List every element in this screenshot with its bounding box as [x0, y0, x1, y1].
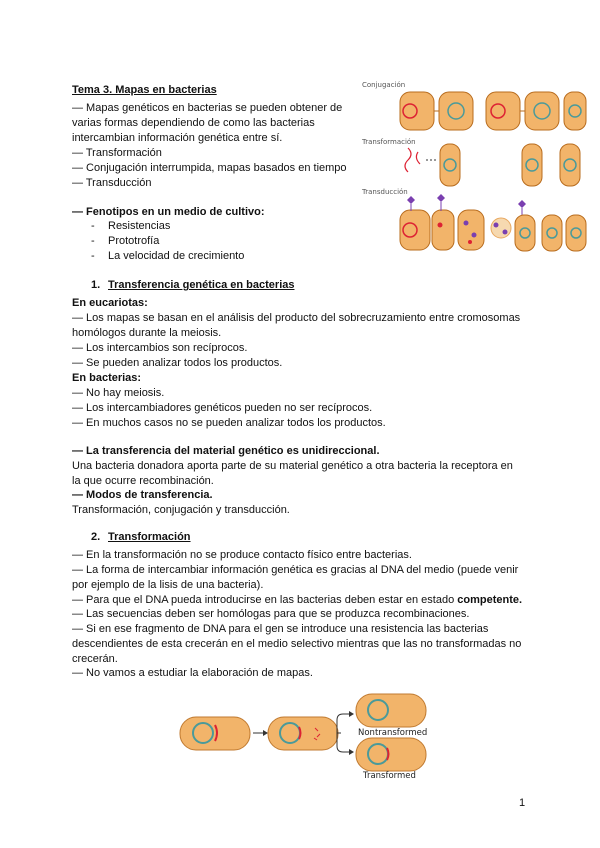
list-item: Resistencias	[108, 220, 171, 232]
transduction-row	[400, 194, 586, 251]
figure-label-conjugacion: Conjugación	[362, 81, 406, 89]
text-line: — En la transformación no se produce contacto físico entre bacterias.	[72, 549, 412, 561]
bullet-dash: -	[91, 235, 95, 247]
text-line: homólogos durante la meiosis.	[72, 327, 222, 339]
nontransformed-label: Nontransformed	[358, 728, 428, 738]
bacteria-diagram	[360, 80, 590, 255]
text-line: — En muchos casos no se pueden analizar todos los productos.	[72, 417, 386, 429]
text-line: — Si en ese fragmento de DNA para el gen se introduce una resistencia las bacterias	[72, 623, 489, 635]
intro-line: — Transducción	[72, 177, 152, 189]
figure-label-transformacion: Transformación	[362, 138, 416, 146]
text-line: — Las secuencias deben ser homólogas para que se produzca recombinaciones.	[72, 608, 470, 620]
subheading: En eucariotas:	[72, 297, 148, 309]
text-line	[72, 593, 522, 608]
text-line: — No vamos a estudiar la elaboración de mapas.	[72, 667, 313, 679]
list-item: Prototrofía	[108, 235, 160, 247]
section-number: 2.	[91, 531, 101, 543]
intro-line: — Transformación	[72, 147, 162, 159]
section-title: Transferencia genética en bacterias	[108, 279, 295, 291]
figure-label-transduccion: Transducción	[362, 188, 408, 196]
competent-prefix: — Para que el DNA pueda introducirse en las bacterias deben estar en estado	[72, 594, 458, 606]
text-line: — Los mapas se basan en el análisis del producto del sobrecruzamiento entre cromosomas	[72, 312, 521, 324]
text-line: — No hay meiosis.	[72, 387, 165, 399]
intro-line: — Conjugación interrumpida, mapas basados en tiempo	[72, 162, 347, 174]
intro-line: — Mapas genéticos en bacterias se pueden obtener de	[72, 102, 343, 114]
conjugation-row	[400, 92, 586, 130]
page-number: 1	[519, 797, 526, 809]
text-line: descendientes de esta crecerán en el medio selectivo mientras que las no transformadas no	[72, 638, 522, 650]
transformed-label: Transformed	[363, 771, 416, 781]
text-line: la que ocurre recombinación.	[72, 475, 214, 487]
transformation-row	[405, 144, 580, 186]
subheading: — La transferencia del material genético es unidireccional.	[72, 445, 380, 457]
bullet-dash: -	[91, 220, 95, 232]
page-title: Tema 3. Mapas en bacterias	[72, 84, 217, 96]
section-number: 1.	[91, 279, 101, 291]
text-line: — La forma de intercambiar información genética es gracias al DNA del medio (puede venir	[72, 564, 519, 576]
text-line: Transformación, conjugación y transducción.	[72, 504, 290, 516]
gene-transfer-figure	[360, 80, 590, 255]
subheading: — Modos de transferencia.	[72, 489, 213, 501]
text-line: — Se pueden analizar todos los productos.	[72, 357, 283, 369]
text-line: — Los intercambiadores genéticos pueden no ser recíprocos.	[72, 402, 373, 414]
text-line: crecerán.	[72, 653, 118, 665]
bullet-dash: -	[91, 250, 95, 262]
subheading: En bacterias:	[72, 372, 142, 384]
list-item: La velocidad de crecimiento	[108, 250, 245, 262]
text-line: Una bacteria donadora aporta parte de su material genético a otra bacteria la receptora en	[72, 460, 513, 472]
fenotipos-heading: — Fenotipos en un medio de cultivo:	[72, 206, 265, 218]
section-title: Transformación	[108, 531, 191, 543]
intro-line: intercambian información genética entre sí.	[72, 132, 283, 144]
intro-line: varias formas dependiendo de como las bacterias	[72, 117, 315, 129]
text-line: por ejemplo de la lisis de una bacteria).	[72, 579, 264, 591]
competent-word: competente.	[457, 594, 523, 606]
text-line: — Los intercambios son recíprocos.	[72, 342, 248, 354]
transformation-figure	[175, 692, 435, 782]
